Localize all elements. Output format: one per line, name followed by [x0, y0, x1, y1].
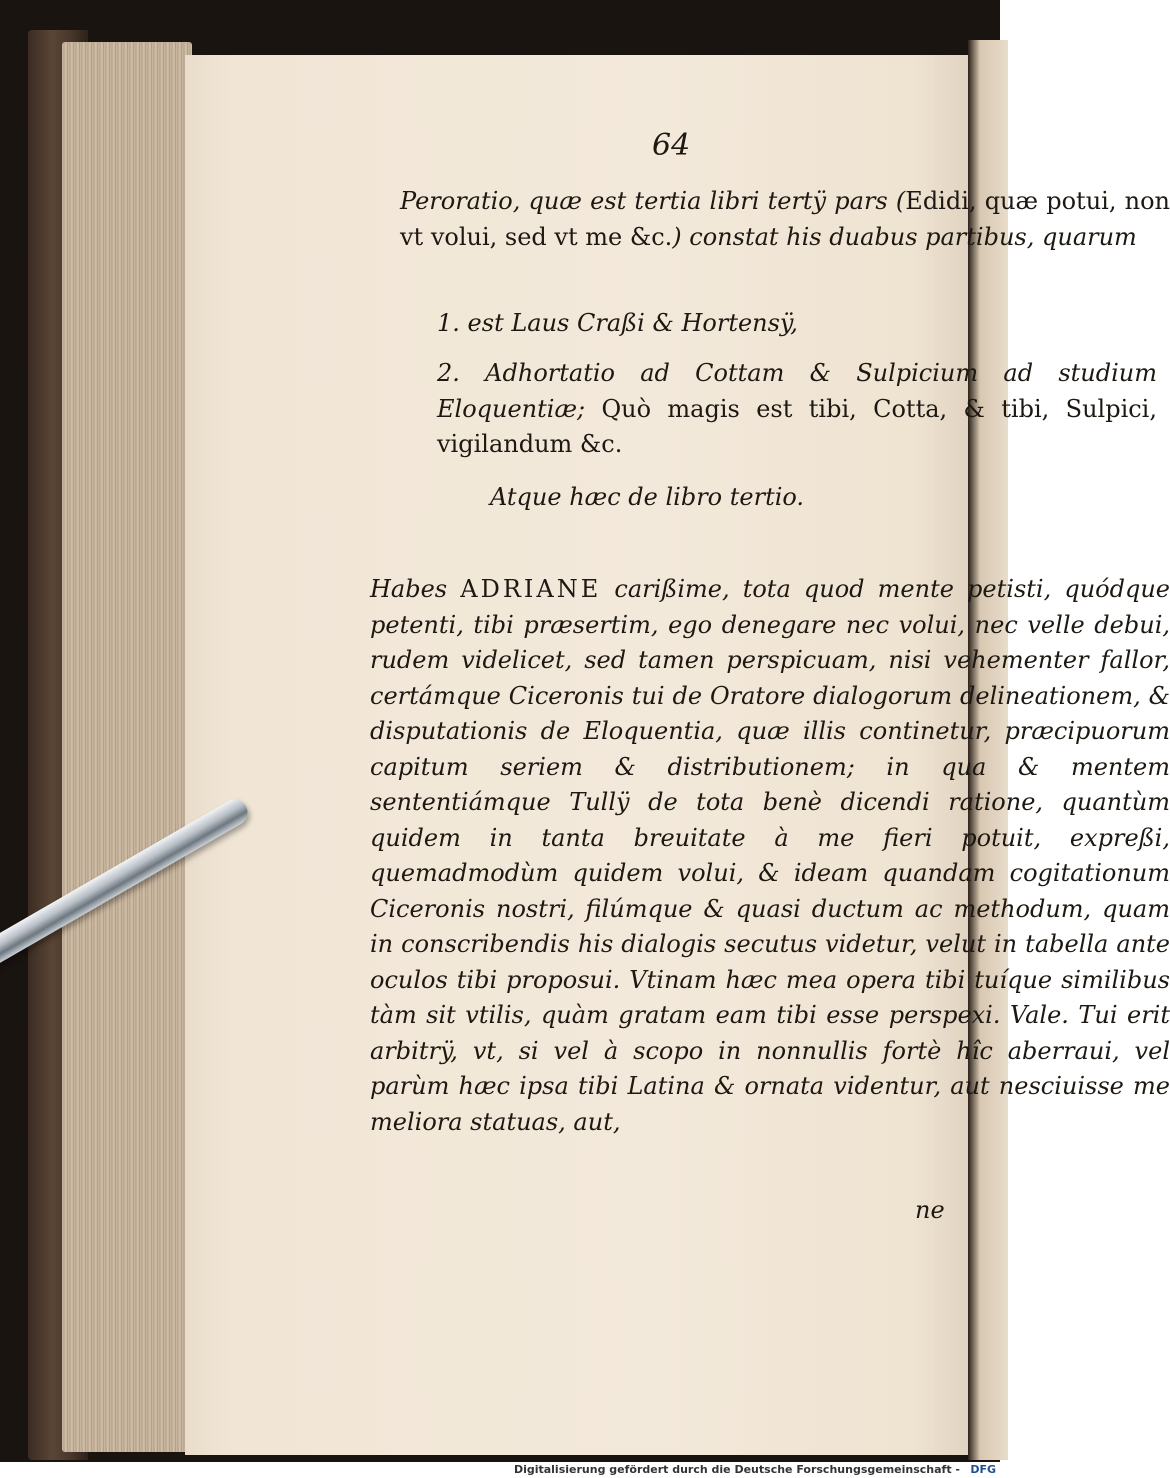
list-number: 1.	[437, 309, 460, 337]
letter-body: carißime, tota quod mente petisti, quódque petenti, tibi præsertim, ego denegare nec volui, nec velle debui, rudem videlicet, sed tamen perspicuam, nisi vehementer fallor, certámque Ciceronis tui de Oratore dialogorum delineationem, & disputationis de Eloquentia, quæ illis continetur, præcipuorum capitum seriem & distributionem; in qua & mentem sententiámque Tullÿ de tota benè dicendi ratione, quantùm quidem in tanta breuitate à me fieri potuit, expreßi, quemadmodùm quidem volui, & ideam quandam cogitationum Ciceronis nostri, filúmque & quasi ductum ac methodum, quam in conscribendis his dialogis secutus videtur, velut in tabella ante oculos tibi proposui. Vtinam hæc mea opera tibi tuíque similibus tàm sit vtilis, quàm gratam eam tibi esse perspexi. Vale. Tui erit arbitrÿ, vt, si vel à scopo in nonnullis fortè hîc aberraui, vel parùm hæc ipsa tibi Latina & ornata videntur, aut nesciuisse me meliora statuas, aut,	[370, 575, 1170, 1136]
footer-credit: Digitalisierung gefördert durch die Deutsche Forschungsgemeinschaft -	[513, 1463, 960, 1476]
page-number: 64	[652, 128, 691, 163]
list-item-1	[437, 306, 1157, 342]
letter-paragraph	[370, 572, 1170, 1140]
dfg-logo: DFG	[970, 1463, 996, 1476]
letter-name: ADRIANE	[460, 575, 602, 603]
letter-opening: Habes	[370, 575, 448, 603]
intro-paragraph	[400, 184, 1170, 255]
intro-part-2: Edidi, quæ potui, non vt volui, sed vt me &c.	[400, 187, 1170, 251]
list-item-2	[437, 356, 1157, 463]
intro-part-1: Peroratio, quæ est tertia libri tertÿ pars (	[400, 187, 906, 215]
list-number: 2.	[437, 359, 460, 387]
section-closing: Atque hæc de libro tertio.	[490, 483, 805, 511]
list-text-roman: Quò magis est tibi, Cotta, & tibi, Sulpici, vigilandum &c.	[437, 394, 1157, 459]
list-text-italic: Adhortatio ad Cottam & Sulpicium ad studium Eloquentiæ;	[437, 359, 1157, 423]
catchword: ne	[915, 1196, 945, 1224]
page-edges	[62, 42, 192, 1452]
list-text: est Laus Craßi & Hortensÿ,	[467, 309, 798, 337]
intro-part-3: ) constat his duabus partibus, quarum	[672, 222, 1137, 251]
